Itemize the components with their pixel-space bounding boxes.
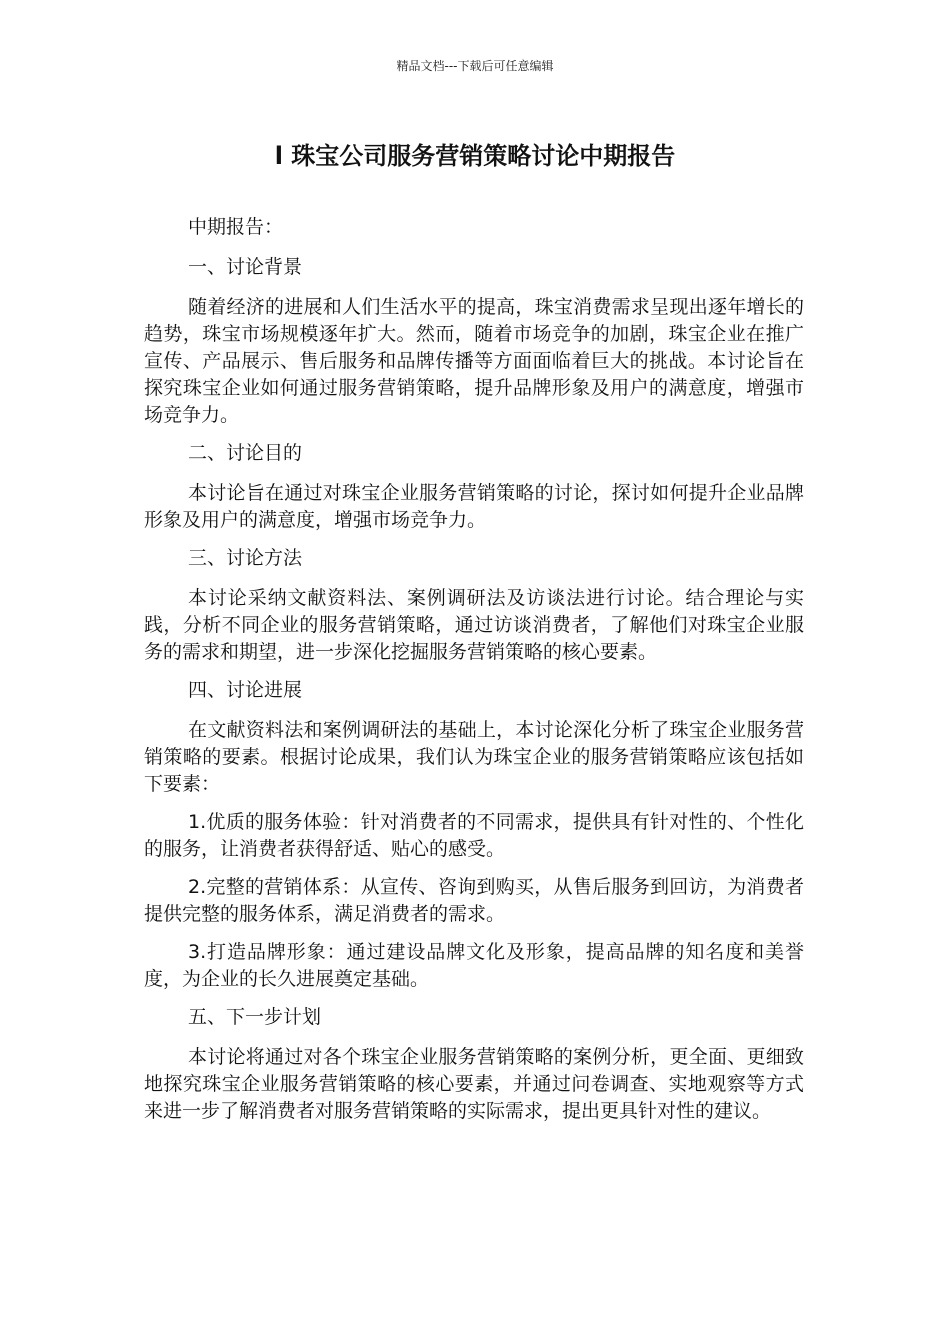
list-item-service-experience: 1.优质的服务体验：针对消费者的不同需求，提供具有针对性的、个性化的服务，让消费者获得舒适、贴心的感受。 (144, 811, 804, 860)
paragraph-method: 本讨论采纳文献资料法、案例调研法及访谈法进行讨论。结合理论与实践，分析不同企业的服务营销策略，通过访谈消费者，了解他们对珠宝企业服务的需求和期望，进一步深化挖掘服务营销策略的核心要素。 (144, 587, 804, 663)
paragraph-background: 随着经济的进展和人们生活水平的提高，珠宝消费需求呈现出逐年增长的趋势，珠宝市场规模逐年扩大。然而，随着市场竞争的加剧，珠宝企业在推广宣传、产品展示、售后服务和品牌传播等方面面临着巨大的挑战。本讨论旨在探究珠宝企业如何通过服务营销策略，提升品牌形象及用户的满意度，增强市场竞争力。 (144, 296, 804, 426)
page-header-note: 精品文档---下载后可任意编辑 (396, 59, 554, 73)
document-body (144, 214, 804, 1136)
section-heading-purpose: 二、讨论目的 (188, 442, 303, 464)
document-title: l 珠宝公司服务营销策略讨论中期报告 (274, 142, 676, 170)
paragraph-progress: 在文献资料法和案例调研法的基础上，本讨论深化分析了珠宝企业服务营销策略的要素。根据讨论成果，我们认为珠宝企业的服务营销策略应该包括如下要素： (144, 719, 804, 795)
section-intro-label: 中期报告： (188, 216, 284, 238)
list-item-brand-image: 3.打造品牌形象：通过建设品牌文化及形象，提高品牌的知名度和美誉度，为企业的长久进展奠定基础。 (144, 941, 804, 990)
section-heading-method: 三、讨论方法 (188, 547, 303, 569)
section-heading-background: 一、讨论背景 (188, 256, 303, 278)
list-item-marketing-system: 2.完整的营销体系：从宣传、咨询到购买，从售后服务到回访，为消费者提供完整的服务体系，满足消费者的需求。 (144, 876, 804, 925)
paragraph-purpose: 本讨论旨在通过对珠宝企业服务营销策略的讨论，探讨如何提升企业品牌形象及用户的满意度，增强市场竞争力。 (144, 482, 804, 531)
paragraph-next-plan: 本讨论将通过对各个珠宝企业服务营销策略的案例分析，更全面、更细致地探究珠宝企业服务营销策略的核心要素，并通过问卷调查、实地观察等方式来进一步了解消费者对服务营销策略的实际需求，提出更具针对性的建议。 (144, 1046, 804, 1122)
section-heading-progress: 四、讨论进展 (188, 679, 303, 701)
section-heading-next-plan: 五、下一步计划 (188, 1006, 322, 1028)
